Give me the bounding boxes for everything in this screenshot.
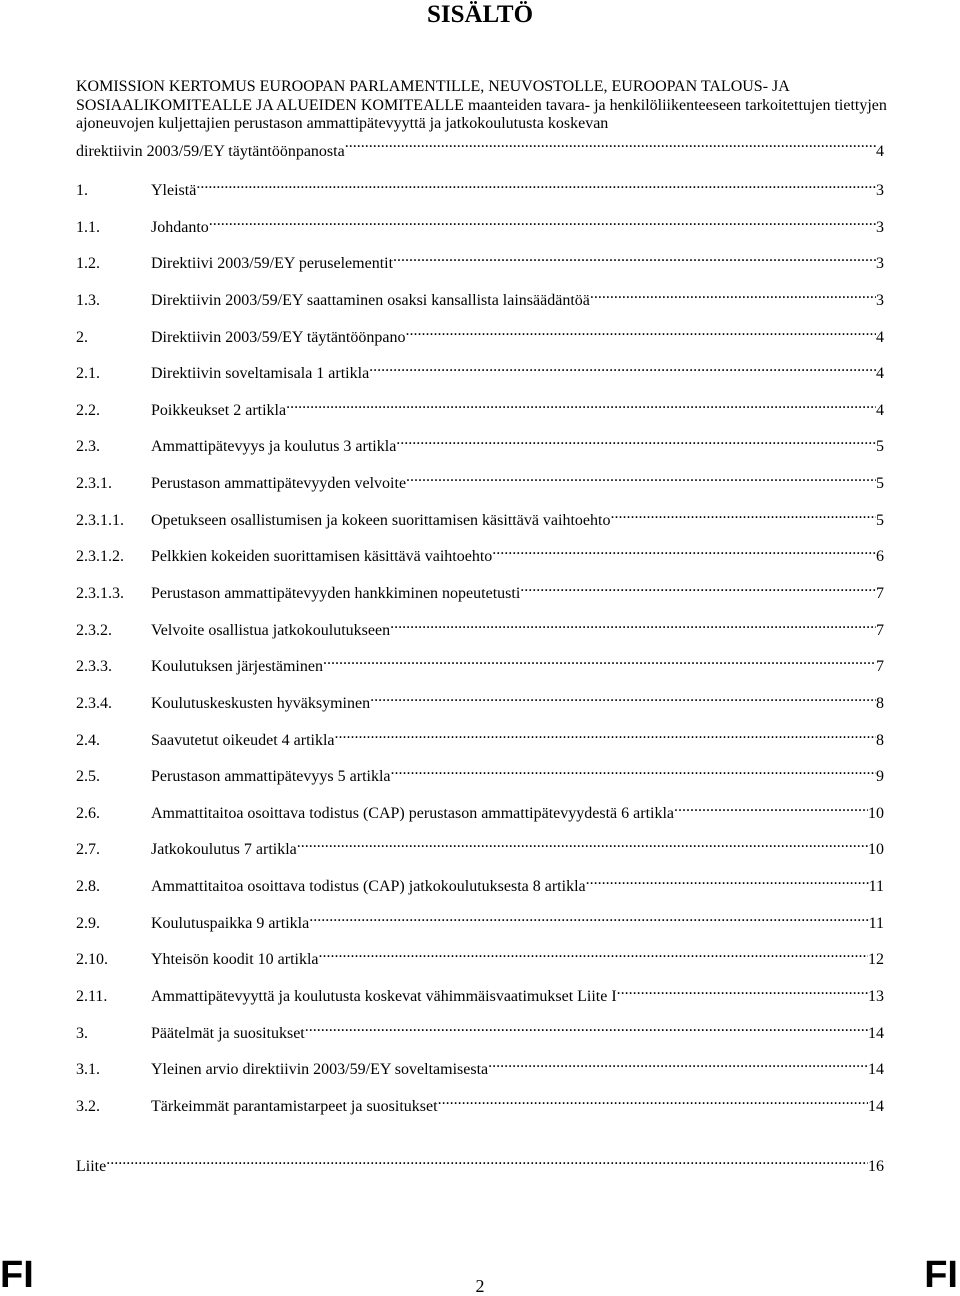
toc-entry-number: 2.9. [76, 914, 100, 932]
toc-entry-page: 5 [876, 511, 884, 529]
dot-leader [286, 393, 876, 415]
toc-entry[interactable] [76, 210, 884, 236]
toc-entry[interactable] [76, 906, 884, 932]
toc-entry-page: 10 [868, 804, 884, 822]
toc-entry-title: Koulutuksen järjestäminen [151, 658, 323, 676]
toc-entry-page: 7 [876, 658, 884, 676]
toc-entry-number: 2.6. [76, 804, 100, 822]
toc-entry-number: 1. [76, 182, 88, 199]
toc-entry-page: 4 [876, 328, 884, 346]
toc-entry-page: 7 [876, 584, 884, 602]
toc-entry-title: Ammattitaitoa osoittava todistus (CAP) jatkokoulutuksesta 8 artikla [151, 878, 586, 895]
toc-entry-title: Direktiivi 2003/59/EY peruselementit [151, 255, 394, 273]
dot-leader [297, 832, 868, 854]
toc-entry[interactable] [76, 759, 884, 786]
dot-leader [586, 869, 869, 891]
dot-leader [590, 283, 876, 305]
toc-entry-title: Ammattitaitoa osoittava todistus (CAP) perustason ammattipätevyydestä 6 artikla [151, 804, 675, 822]
toc-entry-title: Ammattipätevyyttä ja koulutusta koskevat vähimmäisvaatimukset Liite I [151, 987, 617, 1005]
toc-entry-title: Saavutetut oikeudet 4 artikla [151, 731, 335, 749]
toc-entry-title: Velvoite osallistua jatkokoulutukseen [151, 621, 391, 639]
toc-entry[interactable] [76, 1052, 884, 1079]
toc-entry-number: 2. [76, 328, 88, 346]
page-title: SISÄLTÖ [426, 1, 534, 28]
dot-leader [209, 210, 876, 232]
toc-entry[interactable] [76, 466, 884, 492]
toc-entry[interactable] [76, 356, 884, 383]
dot-leader [617, 979, 868, 1001]
dot-leader [309, 906, 868, 928]
toc-entry-title: Yhteisön koodit 10 artikla [151, 951, 319, 969]
toc-entry[interactable] [76, 246, 884, 273]
dot-leader [196, 173, 876, 195]
footer-language-left: FI [0, 1254, 34, 1296]
toc-entry-page: 8 [876, 731, 884, 749]
dot-leader [674, 796, 868, 818]
toc-entry-title: Opetukseen osallistumisen ja kokeen suorittamisen käsittävä vaihtoehto [151, 511, 611, 529]
toc-entry-number: 1.2. [76, 255, 100, 273]
toc-entry-page: 3 [876, 218, 884, 236]
toc-entry-page: 13 [868, 987, 884, 1005]
dot-leader [390, 613, 876, 635]
footer-page-number: 2 [475, 1276, 485, 1296]
footer-language-right: FI [924, 1254, 958, 1296]
dot-leader [488, 1052, 868, 1074]
dot-leader [492, 539, 876, 561]
toc-entry-number: 2.3.3. [76, 658, 112, 676]
toc-entry-title: Perustason ammattipätevyyden hankkiminen nopeutetusti [151, 584, 521, 602]
dot-leader [319, 942, 868, 964]
toc-entry-title: Pelkkien kokeiden suorittamisen käsittävä vaihtoehto [151, 548, 493, 566]
toc-entry[interactable] [76, 576, 884, 602]
toc-entry-title: Direktiivin 2003/59/EY täytäntöönpano [151, 328, 406, 346]
toc-entry[interactable] [76, 503, 884, 529]
toc-entry-page: 3 [876, 291, 884, 309]
toc-entry[interactable] [76, 173, 884, 199]
toc-entry[interactable] [76, 613, 884, 639]
toc-entry-title: Yleistä [151, 182, 197, 199]
toc-entry-page: 6 [876, 548, 884, 566]
toc-entry-page: 5 [876, 438, 884, 456]
toc-entry-page: 5 [876, 475, 884, 492]
toc-entry-title: Jatkokoulutus 7 artikla [151, 841, 297, 859]
toc-entry-number: 2.3.1.2. [76, 548, 124, 566]
toc-entry-number: 2.3.1.1. [76, 511, 124, 529]
toc-entry-title: Yleinen arvio direktiivin 2003/59/EY soveltamisesta [151, 1061, 489, 1079]
dot-leader [396, 429, 876, 451]
toc-entry[interactable] [76, 649, 884, 676]
toc-entry-title: Direktiivin 2003/59/EY saattaminen osaksi kansallista lainsäädäntöä [151, 291, 590, 309]
toc-entry-number: 3.1. [76, 1061, 100, 1079]
toc-entry-page: 11 [868, 878, 884, 895]
report-title-page: 4 [876, 142, 884, 160]
dot-leader [438, 1089, 868, 1111]
toc-entry-page: 12 [868, 951, 884, 969]
report-title-entry[interactable] [76, 78, 888, 161]
dot-leader [323, 649, 876, 671]
toc-entry-title: Direktiivin soveltamisala 1 artikla [151, 365, 370, 383]
toc-entry[interactable] [76, 869, 884, 895]
toc-entry[interactable] [76, 796, 884, 822]
dot-leader [335, 723, 877, 745]
toc-entry-title: Perustason ammattipätevyyden velvoite [151, 475, 407, 492]
toc-entry-title: Liite [76, 1158, 107, 1175]
toc-entry-number: 2.10. [76, 951, 108, 969]
dot-leader [370, 686, 876, 708]
dot-leader [610, 503, 876, 525]
toc-entry[interactable] [76, 979, 884, 1005]
toc-entry-page: 4 [876, 401, 884, 419]
toc-entry-page: 14 [868, 1097, 884, 1115]
toc-entry[interactable] [76, 539, 884, 566]
toc-entry-title: Tärkeimmät parantamistarpeet ja suositukset [151, 1097, 438, 1115]
toc-entry[interactable] [76, 723, 884, 749]
toc-entry-number: 2.7. [76, 841, 100, 859]
toc-entry-title: Poikkeukset 2 artikla [151, 401, 287, 419]
toc-entry-page: 4 [876, 365, 884, 383]
toc-entry-title: Johdanto [151, 218, 209, 236]
toc-entry[interactable] [76, 1089, 884, 1115]
toc-entry-page: 8 [876, 694, 884, 712]
dot-leader [305, 1016, 868, 1038]
toc-entry-number: 2.3.1. [76, 475, 112, 492]
toc-entry-annex[interactable] [76, 1149, 884, 1175]
toc-entry-number: 2.3. [76, 438, 100, 456]
toc-entry[interactable] [76, 832, 884, 859]
report-title-text: KOMISSION KERTOMUS EUROOPAN PARLAMENTILLE, NEUVOSTOLLE, EUROOPAN TALOUS- JA SOSIAALIKOMITEALLE JA ALUEIDEN KOMITEALLE maanteiden tavara- ja henkilöliikenteeseen tarkoitettujen tiettyjen ajoneuvojen kuljettajien perustason ammattipätevyyttä ja jatkokoulutusta koskevan [76, 78, 887, 132]
dot-leader [406, 466, 876, 488]
toc-entry-title: Koulutuspaikka 9 artikla [151, 914, 310, 932]
toc-entry-page: 7 [876, 621, 884, 639]
toc-entry-number: 2.5. [76, 768, 100, 786]
toc-entry-title: Ammattipätevyys ja koulutus 3 artikla [151, 438, 397, 456]
toc-entry-page: 10 [868, 841, 884, 859]
toc-entry[interactable] [76, 942, 884, 969]
dot-leader [391, 759, 877, 781]
toc-entry-number: 1.1. [76, 218, 100, 236]
dot-leader [393, 246, 876, 268]
toc-entry-title: Perustason ammattipätevyys 5 artikla [151, 768, 391, 786]
dot-leader [369, 356, 876, 378]
toc-entry[interactable] [76, 1016, 884, 1042]
toc-entry-page: 14 [868, 1024, 884, 1042]
toc-entry-number: 2.3.1.3. [76, 584, 124, 602]
toc-entry-number: 2.8. [76, 878, 100, 895]
toc-entry-number: 2.1. [76, 365, 100, 383]
toc-entry-number: 1.3. [76, 291, 100, 309]
dot-leader [405, 320, 876, 342]
toc-entry[interactable] [76, 320, 884, 346]
toc-entry-number: 3.2. [76, 1097, 100, 1115]
toc-entry-page: 16 [868, 1158, 884, 1175]
toc-entry-number: 2.3.2. [76, 621, 112, 639]
toc-entry[interactable] [76, 686, 884, 712]
toc-entry-number: 2.4. [76, 731, 100, 749]
toc-entry-number: 3. [76, 1024, 88, 1042]
toc-entry-page: 11 [868, 914, 884, 932]
toc-entry-page: 3 [876, 255, 884, 273]
toc-entry-page: 3 [876, 182, 884, 199]
toc-entry[interactable] [76, 429, 884, 456]
toc-entry[interactable] [76, 393, 884, 419]
dot-leader [345, 134, 876, 156]
toc-entry-page: 9 [876, 768, 884, 786]
report-title-last-line [76, 134, 884, 162]
toc-entry-title: Koulutuskeskusten hyväksyminen [151, 694, 371, 712]
dot-leader [106, 1149, 868, 1171]
toc-entry-number: 2.11. [76, 987, 108, 1005]
report-title-last-text: direktiivin 2003/59/EY täytäntöönpanosta [76, 142, 345, 160]
dot-leader [520, 576, 876, 598]
toc-entry-number: 2.2. [76, 401, 100, 419]
toc-entry-number: 2.3.4. [76, 694, 112, 712]
toc-entry[interactable] [76, 283, 884, 309]
toc-entry-title: Päätelmät ja suositukset [151, 1024, 305, 1042]
toc-entry-page: 14 [868, 1061, 884, 1079]
